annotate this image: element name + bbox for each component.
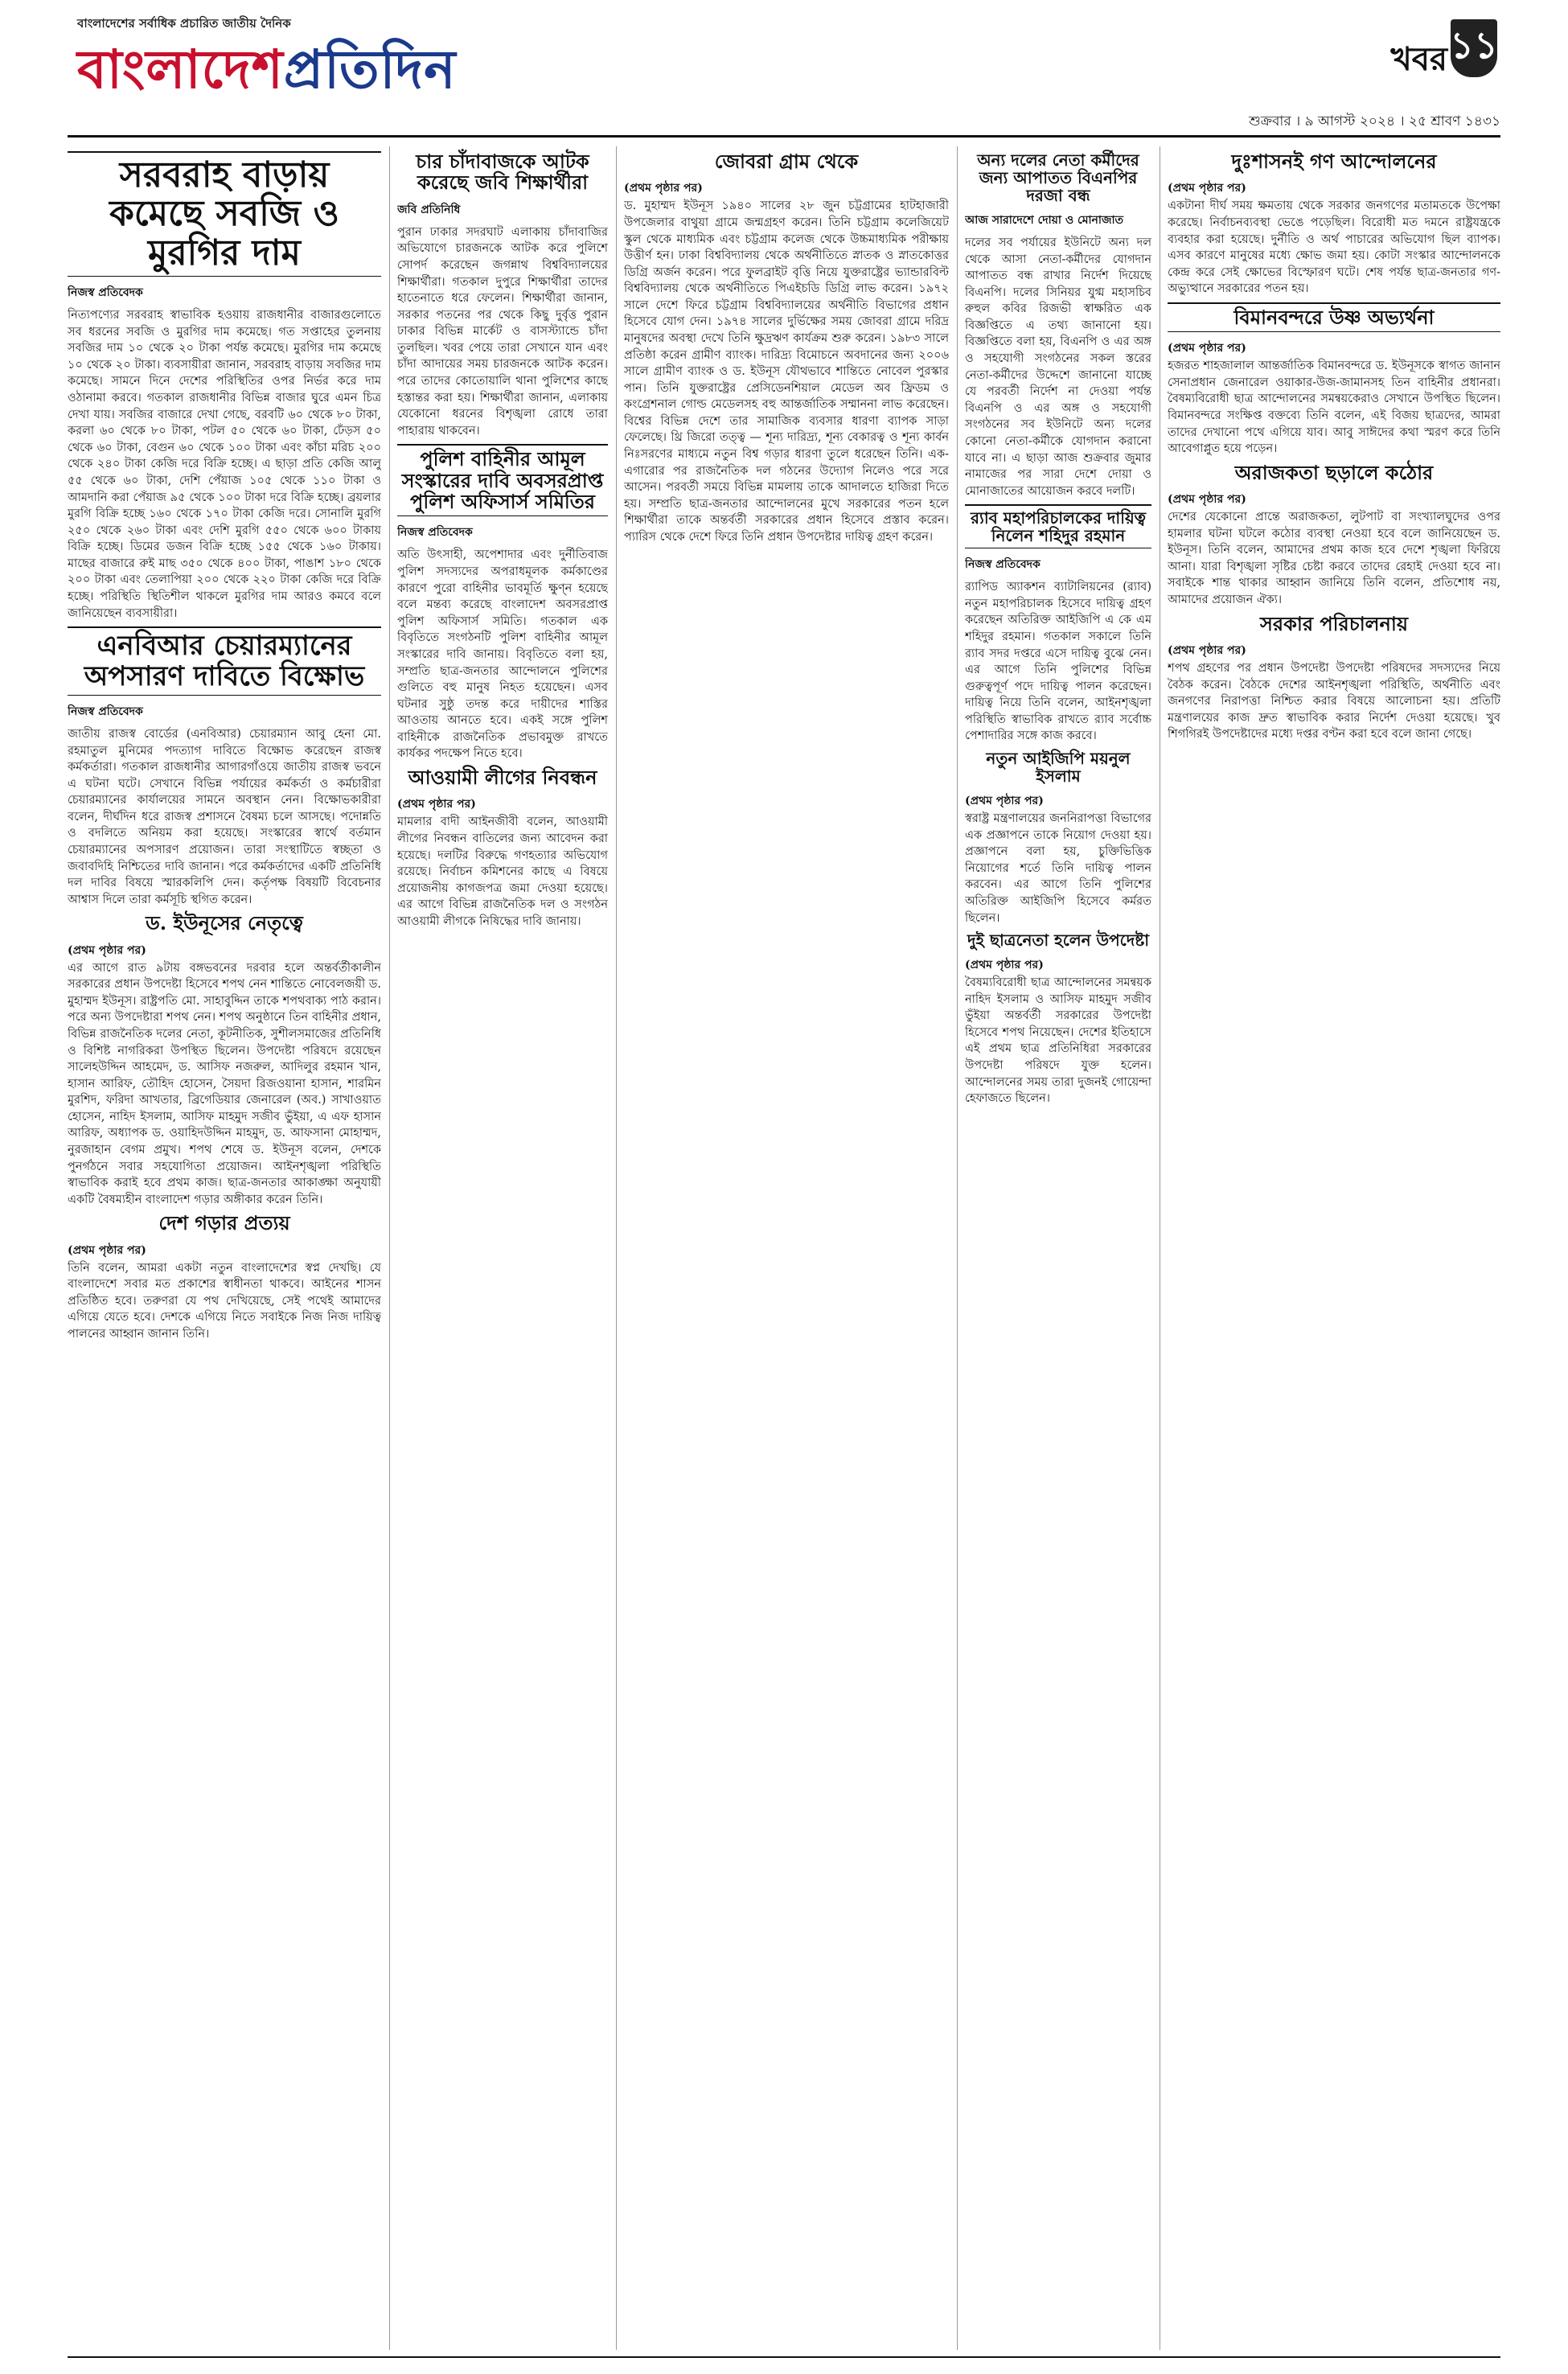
article-body: এর আগে রাত ৯টায় বঙ্গভবনের দরবার হলে অন্তর্বর্তীকালীন সরকারের প্রধান উপদেষ্টা হিসেবে শপথ নেন শান্তিতে নোবেলজয়ী ড. মুহাম্মদ ইউনূস। রাষ্ট্রপতি মো. সাহাবুদ্দিন তাকে শপথবাক্য পাঠ করান। পরে অন্য উপদেষ্টারা শপথ নেন। শপথ অনুষ্ঠানে তিন বাহিনীর প্রধান, বিভিন্ন রাজনৈতিক দলের নেতা, কূটনীতিক, সুশীলসমাজের প্রতিনিধি ও বিশিষ্ট নাগরিকরা উপস্থিত ছিলেন। উপদেষ্টা পরিষদে রয়েছেন সালেহউদ্দিন আহমেদ, ড. আসিফ নজরুল, আদিলুর রহমান খান, হাসান আরিফ, তৌহিদ হোসেন, সৈয়দা রিজওয়ানা হাসান, শারমিন মুরশিদ, ফরিদা আখতার, ব্রিগেডিয়ার জেনারেল (অব.) সাখাওয়াত হোসেন, নাহিদ ইসলাম, আসিফ মাহমুদ সজীব ভুঁইয়া, এ এফ হাসান আরিফ, অধ্যাপক ড. ওয়াহিদউদ্দিন মাহমুদ, ড. আফসানা মোহাম্মদ, নুরজাহান বেগম প্রমুখ। শপথ শেষে ড. ইউনূস বলেন, দেশকে পুনর্গঠনে সবার সহযোগিতা প্রয়োজন। আইনশৃঙ্খলা পরিস্থিতি স্বাভাবিক করাই হবে প্রথম কাজ। ছাত্র-জনতার আকাঙ্ক্ষা অনুযায়ী একটি বৈষম্যহীন বাংলাদেশ গড়ার অঙ্গীকার করেন তিনি। [68,961,381,1206]
continuation-label: (প্রথম পৃষ্ঠার পর) [68,943,146,957]
continuation-label: (প্রথম পৃষ্ঠার পর) [624,182,703,195]
article-body: দলের সব পর্যায়ের ইউনিটে অন্য দল থেকে আসা নেতা-কর্মীদের যোগদান আপাতত বন্ধ রাখার নির্দেশ দিয়েছে বিএনপি। দলের সিনিয়র যুগ্ম মহাসচিব রুহুল কবির রিজভী স্বাক্ষরিত এক বিজ্ঞপ্তিতে এ তথ্য জানানো হয়। বিজ্ঞপ্তিতে বলা হয়, বিএনপি ও এর অঙ্গ ও সহযোগী সংগঠনের সকল স্তরের নেতা-কর্মীদের উদ্দেশে জানানো যাচ্ছে যে পরবর্তী নির্দেশ না দেওয়া পর্যন্ত বিএনপি ও এর অঙ্গ ও সহযোগী সংগঠনের সব ইউনিটে অন্য দলের কোনো নেতা-কর্মীকে যোগদান করানো যাবে না। এ ছাড়া আজ শুক্রবার জুমার নামাজের পর সারা দেশে দোয়া ও মোনাজাতের আয়োজন করবে দলটি। [965,236,1151,498]
byline: নিজস্ব প্রতিবেদক [68,704,143,718]
article-body: ড. মুহাম্মদ ইউনূস ১৯৪০ সালের ২৮ জুন চট্টগ্রামের হাটহাজারী উপজেলার বাথুয়া গ্রামে জন্মগ্রহণ করেন। তিনি চট্টগ্রাম কলেজিয়েট স্কুল থেকে মাধ্যমিক এবং চট্টগ্রাম কলেজ থেকে উচ্চমাধ্যমিক পরীক্ষায় উত্তীর্ণ হন। ঢাকা বিশ্ববিদ্যালয় থেকে অর্থনীতিতে স্নাতক ও স্নাতকোত্তর ডিগ্রি অর্জন করেন। পরে ফুলব্রাইট বৃত্তি নিয়ে যুক্তরাষ্ট্রের ভ্যান্ডারবিল্ট বিশ্ববিদ্যালয় থেকে অর্থনীতিতে পিএইচডি ডিগ্রি লাভ করেন। ১৯৭২ সালে দেশে ফিরে চট্টগ্রাম বিশ্ববিদ্যালয়ের অর্থনীতি বিভাগের প্রধান হিসেবে যোগ দেন। ১৯৭৪ সালের দুর্ভিক্ষের সময় জোবরা গ্রামে দরিদ্র মানুষদের অবস্থা দেখে তিনি ক্ষুদ্রঋণ কার্যক্রম শুরু করেন। ১৯৮৩ সালে প্রতিষ্ঠা করেন গ্রামীণ ব্যাংক। দারিদ্র্য বিমোচনে অবদানের জন্য ২০০৬ সালে গ্রামীণ ব্যাংক ও ড. ইউনূস যৌথভাবে শান্তিতে নোবেল পুরস্কার পান। তিনি যুক্তরাষ্ট্রের প্রেসিডেনশিয়াল মেডেল অব ফ্রিডম ও কংগ্রেশনাল গোল্ড মেডেলসহ বহু আন্তর্জাতিক সম্মাননা লাভ করেছেন। বিশ্বের বিভিন্ন দেশে তার সামাজিক ব্যবসার ধারণা ব্যাপক সাড়া ফেলেছে। থ্রি জিরো তত্ত্ব — শূন্য দারিদ্র্য, শূন্য বেকারত্ব ও শূন্য কার্বন নিঃসরণের মাধ্যমে নতুন বিশ্ব গড়ার ধারণা তুলে ধরেছেন তিনি। এক-এগারোর পর রাজনৈতিক দল গঠনের উদ্যোগ নিলেও পরে সরে আসেন। পরবর্তী সময়ে বিভিন্ন মামলায় তাকে আদালতে হাজিরা দিতে হয়। সম্প্রতি ছাত্র-জনতার আন্দোলনের মুখে সরকারের পতন হলে শিক্ষার্থীরা তাকে অন্তর্বর্তী সরকারের প্রধান হিসেবে প্রস্তাব করেন। প্যারিস থেকে দেশে ফিরে তিনি প্রধান উপদেষ্টার দায়িত্ব গ্রহণ করেন। [624,199,949,544]
article-body: একটানা দীর্ঘ সময় ক্ষমতায় থেকে সরকার জনগণের মতামতকে উপেক্ষা করেছে। নির্বাচনব্যবস্থা ভেঙে পড়েছিল। বিরোধী মত দমনে রাষ্ট্রযন্ত্রকে ব্যবহার করা হয়েছে। দুর্নীতি ও অর্থ পাচারের অভিযোগ ছিল ব্যাপক। এসব কারণে মানুষের মধ্যে ক্ষোভ জমা হয়। কোটা সংস্কার আন্দোলনকে কেন্দ্র করে সেই ক্ষোভের বিস্ফোরণ ঘটে। শেষ পর্যন্ত ছাত্র-জনতার গণ-অভ্যুত্থানে সরকারের পতন হয়। [1168,199,1500,296]
article-body: স্বরাষ্ট্র মন্ত্রণালয়ের জননিরাপত্তা বিভাগের এক প্রজ্ঞাপনে তাকে নিয়োগ দেওয়া হয়। প্রজ্ঞাপনে বলা হয়, চুক্তিভিত্তিক নিয়োগের শর্তে তিনি দায়িত্ব পালন করবেন। এর আগে তিনি পুলিশের অতিরিক্ত আইজিপি হিসেবে কর্মরত ছিলেন। [965,812,1151,925]
article-body: মামলার বাদী আইনজীবী বলেন, আওয়ামী লীগের নিবন্ধন বাতিলের জন্য আবেদন করা হয়েছে। দলটির বিরুদ্ধে গণহত্যার অভিযোগ রয়েছে। নির্বাচন কমিশনের কাছে এ বিষয়ে প্রয়োজনীয় কাগজপত্র জমা দেওয়া হয়েছে। এর আগে বিভিন্ন রাজনৈতিক দল ও সংগঠন আওয়ামী লীগকে নিষিদ্ধের দাবি জানায়। [397,815,608,928]
headline: সরবরাহ বাড়ায় কমেছে সবজি ও মুরগির দাম [68,151,381,277]
headline: চার চাঁদাবাজকে আটক করেছে জবি শিক্ষার্থীরা [416,150,589,195]
article-body: তিনি বলেন, আমরা একটা নতুন বাংলাদেশের স্বপ্ন দেখছি। যে বাংলাদেশে সবার মত প্রকাশের স্বাধীনতা থাকবে। আইনের শাসন প্রতিষ্ঠিত হবে। তরুণরা যে পথ দেখিয়েছে, সেই পথেই আমাদের এগিয়ে যেতে হবে। দেশকে এগিয়ে নিতে সবাইকে নিজ নিজ দায়িত্ব পালনের আহ্বান জানান তিনি। [68,1261,381,1341]
logo-word-1: বাংলাদেশ [77,38,284,101]
column-4 [965,146,1151,2350]
column-separator [389,146,390,2350]
headline: দুঃশাসনই গণ আন্দোলনের [1231,150,1437,173]
column-separator [957,146,958,2350]
continuation-label: (প্রথম পৃষ্ঠার পর) [397,798,476,811]
column-3 [624,146,949,2350]
masthead-tagline: বাংলাদেশের সর্বাধিক প্রচারিত জাতীয় দৈনিক [77,16,291,31]
continuation-label: (প্রথম পৃষ্ঠার পর) [965,959,1044,972]
article-body: শপথ গ্রহণের পর প্রধান উপদেষ্টা উপদেষ্টা পরিষদের সদস্যদের নিয়ে বৈঠক করেন। বৈঠকে দেশের আইনশৃঙ্খলা পরিস্থিতি, অর্থনীতি এবং জনগণের নিরাপত্তা নিশ্চিত করার বিষয়ে আলোচনা হয়। প্রতিটি মন্ত্রণালয়ের কাজ দ্রুত স্বাভাবিক করার নির্দেশ দেওয়া হয়েছে। খুব শিগগিরই উপদেষ্টাদের মধ্যে দপ্তর বণ্টন করা হবে বলে জানা গেছে। [1168,661,1500,741]
article-vegetables[interactable] [68,151,381,622]
article-body: দেশের যেকোনো প্রান্তে অরাজকতা, লুটপাট বা সংখ্যালঘুদের ওপর হামলার ঘটনা ঘটলে কঠোর ব্যবস্থা নেওয়া হবে বলে জানিয়েছেন ড. ইউনূস। তিনি বলেন, আমাদের প্রথম কাজ হবে দেশে শৃঙ্খলা ফিরিয়ে আনা। যারা বিশৃঙ্খলা সৃষ্টির চেষ্টা করবে তাদের রেহাই দেওয়া হবে না। সবাইকে শান্ত থাকার আহ্বান জানিয়ে তিনি বলেন, প্রতিশোধ নয়, আমাদের প্রয়োজন ঐক্য। [1168,511,1500,606]
article-jobra-village[interactable] [624,151,949,546]
article-body: হজরত শাহজালাল আন্তর্জাতিক বিমানবন্দরে ড. ইউনূসকে স্বাগত জানান সেনাপ্রধান জেনারেল ওয়াকার-উজ-জামানসহ তিন বাহিনীর প্রধানরা। বৈষম্যবিরোধী ছাত্র আন্দোলনের সমন্বয়কেরাও সেখানে উপস্থিত ছিলেন। বিমানবন্দরে সংক্ষিপ্ত বক্তব্যে তিনি বলেন, এই বিজয় ছাত্রদের, আমরা তাদের দেখানো পথে এগিয়ে যাব। আবু সাঈদের কথা স্মরণ করে তিনি আবেগাপ্লুত হয়ে পড়েন। [1168,359,1500,456]
subheadline: আজ সারাদেশে দোয়া ও মোনাজাত [965,214,1124,227]
article-awami-registration[interactable] [397,767,608,930]
headline: বিমানবন্দরে উষ্ণ অভ্যর্থনা [1168,302,1500,332]
headline: র‍্যাব মহাপরিচালকের দায়িত্ব নিলেন শহিদুর রহমান [965,504,1151,548]
article-misrule[interactable] [1168,151,1500,298]
column-2 [397,146,608,2350]
article-government-running[interactable] [1168,611,1500,743]
article-body: অতি উৎসাহী, অপেশাদার এবং দুর্নীতিবাজ পুলিশ সদস্যদের অপরাধমূলক কর্মকাণ্ডের কারণে পুরো বাহিনীর ভাবমূর্তি ক্ষুণ্ন হয়েছে বলে মন্তব্য করেছে বাংলাদেশ অবসরপ্রাপ্ত পুলিশ অফিসার্স সমিতি। গতকাল এক বিবৃতিতে সংগঠনটি পুলিশ বাহিনীর আমূল সংস্কারের দাবি জানায়। বিবৃতিতে বলা হয়, সম্প্রতি ছাত্র-জনতার আন্দোলনে পুলিশের গুলিতে বহু মানুষ নিহত হয়েছেন। এসব ঘটনার সুষ্ঠু তদন্ত করে দায়ীদের শাস্তির আওতায় আনতে হবে। একই সঙ্গে পুলিশ বাহিনীকে রাজনৈতিক প্রভাবমুক্ত রাখতে কার্যকর পদক্ষেপ নিতে হবে। [397,548,608,761]
continuation-label: (প্রথম পৃষ্ঠার পর) [1168,342,1246,355]
dateline: শুক্রবার । ৯ আগস্ট ২০২৪ । ২৫ শ্রাবণ ১৪৩১ [1249,113,1500,129]
page-number-badge: ১১ [1451,19,1497,77]
article-bnp-door[interactable] [965,151,1151,499]
article-police-reform[interactable] [397,444,608,762]
article-jnu-extortion[interactable] [397,151,608,439]
article-yunus-leadership[interactable] [68,913,381,1208]
headline: অরাজকতা ছড়ালে কঠোর [1234,460,1434,484]
column-5 [1168,146,1500,2350]
footer-rule [68,2356,1500,2358]
continuation-label: (প্রথম পৃষ্ঠার পর) [68,1243,146,1257]
article-new-igp[interactable] [965,750,1151,926]
logo-word-2: প্রতিদিন [283,38,457,101]
continuation-label: (প্রথম পৃষ্ঠার পর) [1168,182,1246,195]
article-body: র‍্যাপিড অ্যাকশন ব্যাটালিয়নের (র‍্যাব) নতুন মহাপরিচালক হিসেবে দায়িত্ব গ্রহণ করেছেন অতিরিক্ত আইজিপি এ কে এম শহিদুর রহমান। গতকাল সকালে তিনি র‍্যাব সদর দপ্তরে এসে দায়িত্ব বুঝে নেন। এর আগে তিনি পুলিশের বিভিন্ন গুরুত্বপূর্ণ পদে দায়িত্ব পালন করেছেন। দায়িত্ব নিয়ে তিনি বলেন, আইনশৃঙ্খলা পরিস্থিতি স্বাভাবিক রাখতে র‍্যাব সর্বোচ্চ পেশাদারির সঙ্গে কাজ করবে। [965,581,1151,743]
article-body: জাতীয় রাজস্ব বোর্ডের (এনবিআর) চেয়ারম্যান আবু হেনা মো. রহমাতুল মুনিমের পদত্যাগ দাবিতে বিক্ষোভ করেছেন রাজস্ব কর্মকর্তারা। গতকাল রাজধানীর আগারগাঁওয়ে জাতীয় রাজস্ব ভবনে এ ঘটনা ঘটে। সেখানে বিভিন্ন পর্যায়ের কর্মকর্তা ও কর্মচারীরা চেয়ারম্যানের কার্যালয়ের সামনে অবস্থান নেন। বিক্ষোভকারীরা বলেন, দীর্ঘদিন ধরে রাজস্ব প্রশাসনে বৈষম্য চলে আসছে। পদোন্নতি ও বদলিতে অনিয়ম করা হয়েছে। সংস্কারের স্বার্থে বর্তমান চেয়ারম্যানের অপসারণ প্রয়োজন। তারা সংস্থাটিতে স্বচ্ছতা ও জবাবদিহি নিশ্চিতের দাবি জানান। পরে কর্মকর্তাদের একটি প্রতিনিধি দল দাবির বিষয়ে স্মারকলিপি দেন। কর্তৃপক্ষ বিষয়টি বিবেচনার আশ্বাস দিলে তারা কর্মসূচি স্থগিত করেন। [68,727,381,906]
article-rab-dg[interactable] [965,504,1151,745]
byline: জবি প্রতিনিধি [397,203,461,216]
continuation-label: (প্রথম পৃষ্ঠার পর) [1168,493,1246,507]
headline: পুলিশ বাহিনীর আমূল সংস্কারের দাবি অবসরপ্রাপ্ত পুলিশ অফিসার্স সমিতির [397,444,608,516]
article-airport-welcome[interactable] [1168,302,1500,458]
article-nation-building[interactable] [68,1213,381,1342]
continuation-label: (প্রথম পৃষ্ঠার পর) [1168,643,1246,657]
headline: দুই ছাত্রনেতা হলেন উপদেষ্টা [967,930,1150,951]
headline: এনবিআর চেয়ারম্যানের অপসারণ দাবিতে বিক্ষোভ [68,626,381,696]
masthead-rule [68,135,1500,138]
byline: নিজস্ব প্রতিবেদক [965,558,1041,572]
masthead [0,0,1568,161]
continuation-label: (প্রথম পৃষ্ঠার পর) [965,795,1044,808]
headline: জোবরা গ্রাম থেকে [714,150,859,173]
headline: দেশ গড়ার প্রত্যয় [158,1211,290,1235]
article-student-advisers[interactable] [965,931,1151,1107]
column-separator [616,146,617,2350]
article-nbr-protest[interactable] [68,626,381,908]
article-body: পুরান ঢাকার সদরঘাট এলাকায় চাঁদাবাজির অভিযোগে চারজনকে আটক করে পুলিশে সোপর্দ করেছেন জগন্নাথ বিশ্ববিদ্যালয়ের শিক্ষার্থীরা। গতকাল দুপুরে শিক্ষার্থীরা তাদের হাতেনাতে ধরে ফেলেন। শিক্ষার্থীরা জানান, সরকার পতনের পর থেকে কিছু দুর্বৃত্ত পুরান ঢাকার বিভিন্ন মার্কেট ও বাসস্ট্যান্ডে চাঁদা তুলছিল। খবর পেয়ে তারা সেখানে যান এবং চাঁদা আদায়ের সময় চারজনকে আটক করেন। পরে তাদের কোতোয়ালি থানা পুলিশের কাছে হস্তান্তর করা হয়। শিক্ষার্থীরা জানান, এলাকায় যেকোনো ধরনের বিশৃঙ্খলা রোধে তারা পাহারায় থাকবেন। [397,225,608,437]
newspaper-logo[interactable] [77,29,456,117]
headline: অন্য দলের নেতা কর্মীদের জন্য আপাতত বিএনপির দরজা বন্ধ [977,150,1139,205]
headline: সরকার পরিচালনায় [1260,611,1408,635]
article-anarchy-strict[interactable] [1168,462,1500,609]
headline: নতুন আইজিপি ময়নুল ইসলাম [986,749,1131,787]
article-body: নিত্যপণ্যের সরবরাহ স্বাভাবিক হওয়ায় রাজধানীর বাজারগুলোতে সব ধরনের সবজি ও মুরগির দাম কমেছে। গত সপ্তাহের তুলনায় সবজির দাম ১০ থেকে ২০ টাকা পর্যন্ত কমেছে। মুরগির দাম কমেছে ১০ থেকে ২০ টাকা। ব্যবসায়ীরা জানান, সরবরাহ বাড়ায় সবজির দাম কমেছে। সামনে দিনে দেশের পরিস্থিতির ওপর নির্ভর করে দাম ওঠানামা করবে। গতকাল রাজধানীর বিভিন্ন বাজার ঘুরে এমন চিত্র দেখা যায়। সবজির বাজারে দেখা গেছে, বরবটি ৬০ থেকে ৮০ টাকা, করলা ৬০ থেকে ৮০ টাকা, পটল ৫০ থেকে ৬০ টাকা, ঢেঁড়স ৫০ থেকে ৬০ টাকা, বেগুন ৬০ থেকে ১০০ টাকা এবং কাঁচা মরিচ ২০০ থেকে ২৪০ টাকা কেজি দরে বিক্রি হচ্ছে। এ ছাড়া প্রতি কেজি আলু ৫৫ থেকে ৬০ টাকা, দেশি পেঁয়াজ ১০৫ থেকে ১১০ টাকা ও আমদানি করা পেঁয়াজ ৯৫ থেকে ১০০ টাকা দরে বিক্রি হচ্ছে। ব্রয়লার মুরগি বিক্রি হচ্ছে ১৬০ থেকে ১৭০ টাকা কেজি দরে। সোনালি মুরগি ২৫০ থেকে ২৬০ টাকা এবং দেশি মুরগি ৫৫০ থেকে ৬০০ টাকায় বিক্রি হচ্ছে। ডিমের ডজন বিক্রি হচ্ছে ১৫৫ থেকে ১৬০ টাকায়। মাছের বাজারে রুই মাছ ৩৫০ থেকে ৪০০ টাকা, পাঙাশ ১৮০ থেকে ২০০ টাকা এবং তেলাপিয়া ২০০ থেকে ২২০ টাকা কেজি দরে বিক্রি হচ্ছে। পরিস্থিতি স্থিতিশীল থাকলে মুরগির দাম আরও কমবে বলে জানিয়েছেন ব্যবসায়ীরা। [68,309,381,620]
byline: নিজস্ব প্রতিবেদক [397,526,473,540]
byline: নিজস্ব প্রতিবেদক [68,286,143,300]
headline: আওয়ামী লীগের নিবন্ধন [408,765,597,789]
section-name: খবর [1390,41,1447,78]
headline: ড. ইউনূসের নেতৃত্বে [146,911,303,935]
article-body: বৈষম্যবিরোধী ছাত্র আন্দোলনের সমন্বয়ক নাহিদ ইসলাম ও আসিফ মাহমুদ সজীব ভুঁইয়া অন্তর্বর্তী সরকারের উপদেষ্টা হিসেবে শপথ নিয়েছেন। দেশের ইতিহাসে এই প্রথম ছাত্র প্রতিনিধিরা সরকারের উপদেষ্টা পরিষদে যুক্ত হলেন। আন্দোলনের সময় তারা দুজনই গোয়েন্দা হেফাজতে ছিলেন। [965,976,1151,1106]
column-1 [68,146,381,2350]
